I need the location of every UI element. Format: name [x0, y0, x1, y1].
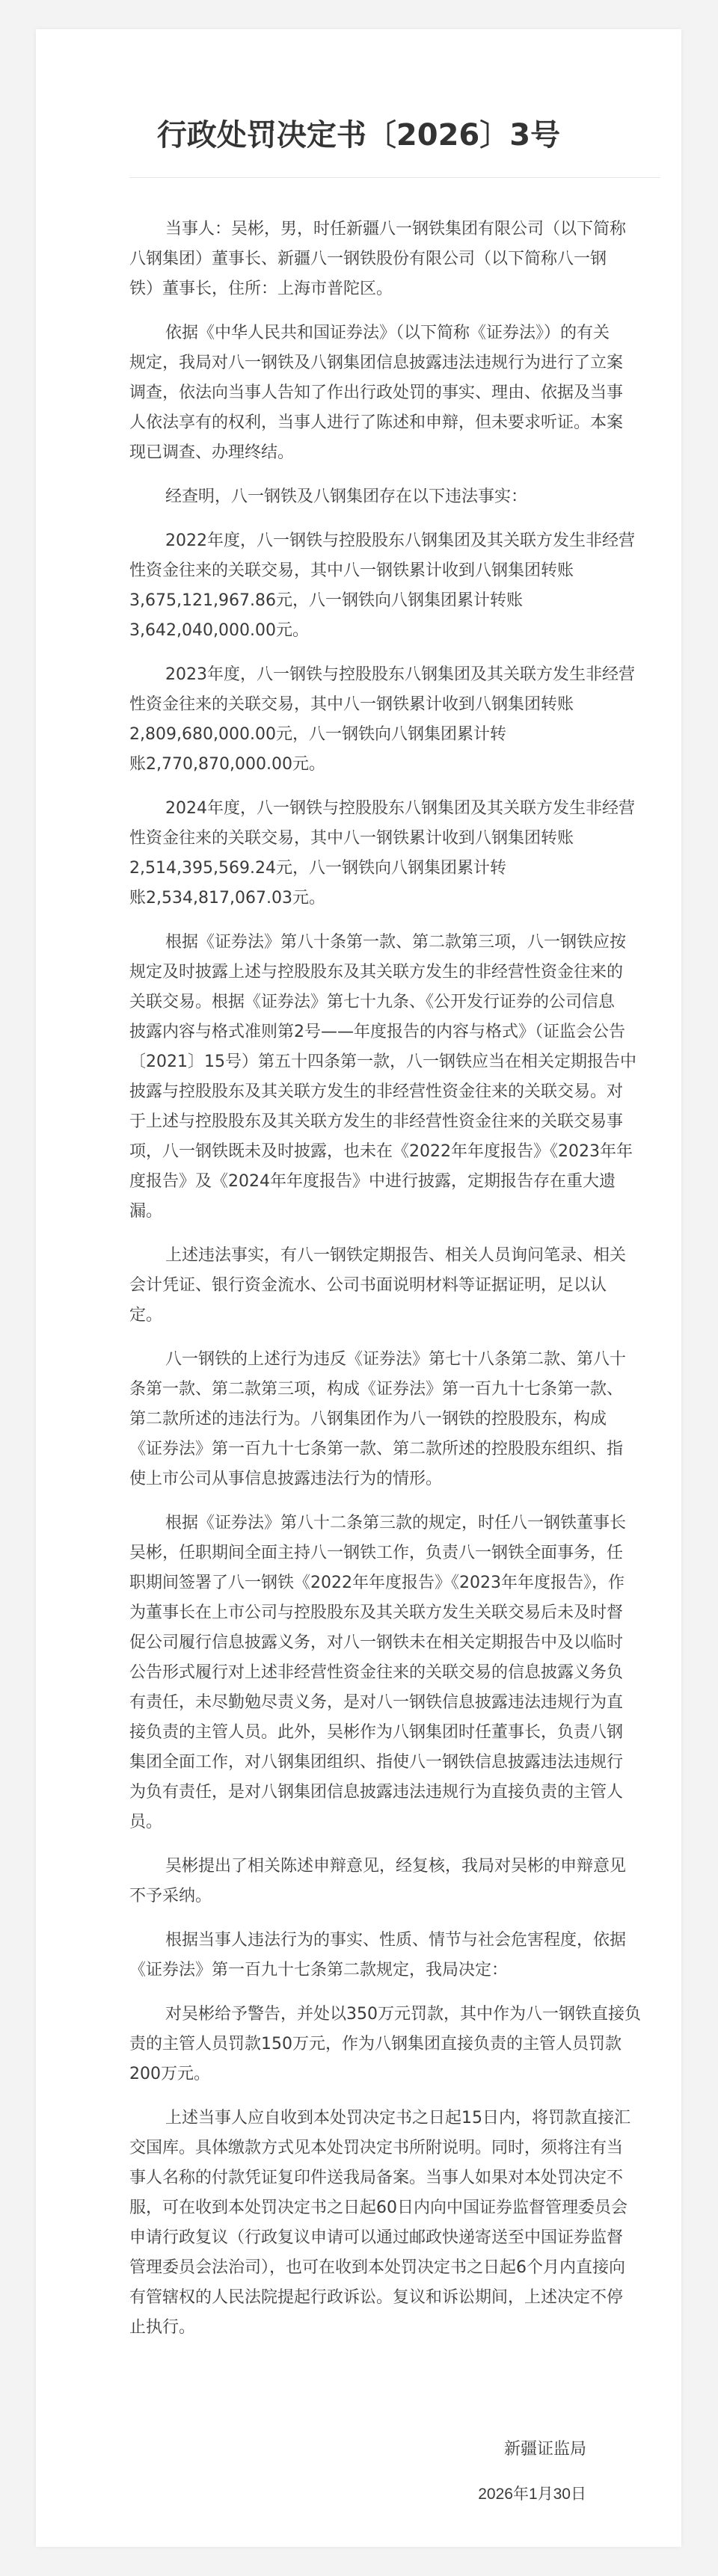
paragraph-line: 吴彬，任职期间全面主持八一钢铁工作，负责八一钢铁全面事务，任	[129, 1544, 624, 1562]
paragraph-line: 经查明，八一钢铁及八钢集团存在以下违法事实：	[165, 487, 528, 506]
paragraph-line: 3,675,121,967.86元，八一钢铁向八钢集团累计转账	[129, 591, 523, 610]
paragraph-line: 八一钢铁的上述行为违反《证券法》第七十八条第二款、第八十	[165, 1350, 627, 1369]
paragraph-line: 根据《证券法》第八十二条第三款的规定，时任八一钢铁董事长	[165, 1514, 627, 1532]
paragraph-line: 会计凭证、银行资金流水、公司书面说明材料等证据证明，足以认	[129, 1276, 607, 1295]
paragraph-line: 200万元。	[129, 2065, 210, 2083]
paragraph-line: 接负责的主管人员。此外，吴彬作为八钢集团时任董事长，负责八钢	[129, 1723, 624, 1742]
paragraph	[129, 1509, 668, 1837]
paragraph	[129, 1926, 668, 1985]
title-divider	[129, 177, 660, 178]
paragraph-line: 性资金往来的关联交易，其中八一钢铁累计收到八钢集团转账	[129, 695, 574, 714]
paragraph	[129, 526, 668, 646]
paragraph-line: 披露内容与格式准则第2号——年度报告的内容与格式》（证监会公告	[129, 1023, 625, 1041]
document-card	[36, 29, 681, 2547]
paragraph-line: 依据《中华人民共和国证券法》（以下简称《证券法》）的有关	[165, 324, 610, 342]
paragraph-line: 调查，依法向当事人告知了作出行政处罚的事实、理由、依据及当事	[129, 383, 624, 402]
paragraph-line: 公告形式履行对上述非经营性资金往来的关联交易的信息披露义务负	[129, 1663, 624, 1682]
paragraph-line: 为负有责任，是对八钢集团信息披露违法违规行为直接负责的主管人	[129, 1783, 624, 1802]
paragraph-line: 促公司履行信息披露义务，对八一钢铁未在相关定期报告中及以临时	[129, 1633, 624, 1652]
issue-date: 2026年1月30日	[478, 2486, 586, 2503]
paragraph-line: 服，可在收到本处罚决定书之日起60日内向中国证券监督管理委员会	[129, 2198, 628, 2217]
paragraph-line: 人依法享有的权利，当事人进行了陈述和申辩，但未要求听证。本案	[129, 413, 624, 432]
paragraph-line: 2,809,680,000.00元，八一钢铁向八钢集团累计转	[129, 725, 506, 744]
paragraph-line: 账2,534,817,067.03元。	[129, 889, 325, 908]
paragraph-line: 吴彬提出了相关陈述申辩意见，经复核，我局对吴彬的申辩意见	[165, 1857, 627, 1876]
paragraph-line: 《证券法》第一百九十七条第一款、第二款所述的控股股东组织、指	[129, 1440, 624, 1458]
paragraph-line: 规定及时披露上述与控股股东及其关联方发生的非经营性资金往来的	[129, 963, 624, 982]
paragraph-line: 职期间签署了八一钢铁《2022年年度报告》《2023年年度报告》，作	[129, 1574, 625, 1592]
paragraph-line: 现已调查、办理终结。	[129, 443, 295, 462]
paragraph-line: 管理委员会法治司），也可在收到本处罚决定书之日起6个月内直接向	[129, 2258, 625, 2277]
paragraph-line: 第二款所述的违法行为。八钢集团作为八一钢铁的控股股东，构成	[129, 1410, 607, 1429]
paragraph-line: 止执行。	[129, 2318, 196, 2337]
paragraph	[129, 482, 668, 512]
paragraph-line: 条第一款、第二款第三项，构成《证券法》第一百九十七条第一款、	[129, 1380, 624, 1399]
paragraph	[129, 1241, 668, 1331]
paragraph	[129, 660, 668, 780]
paragraph-line: 为董事长在上市公司与控股股东及其关联方发生关联交易后未及时督	[129, 1603, 624, 1622]
paragraph-line: 《证券法》第一百九十七条第二款规定，我局决定：	[129, 1961, 509, 1979]
paragraph-line: 规定，我局对八一钢铁及八钢集团信息披露违法违规行为进行了立案	[129, 354, 624, 372]
paragraph-line: 根据当事人违法行为的事实、性质、情节与社会危害程度，依据	[165, 1931, 627, 1950]
paragraph	[129, 794, 668, 913]
paragraph-line: 定。	[129, 1306, 163, 1325]
paragraph-line: 账2,770,870,000.00元。	[129, 755, 325, 774]
paragraph-line: 上述当事人应自收到本处罚决定书之日起15日内，将罚款直接汇	[165, 2109, 630, 2127]
paragraph-line: 2022年度，八一钢铁与控股股东八钢集团及其关联方发生非经营	[165, 531, 635, 550]
paragraph	[129, 1345, 668, 1494]
paragraph-line: 申请行政复议（行政复议申请可以通过邮政快递寄送至中国证券监督	[129, 2228, 624, 2247]
paragraph-line: 2,514,395,569.24元，八一钢铁向八钢集团累计转	[129, 859, 506, 878]
paragraph-line: 责的主管人员罚款150万元，作为八钢集团直接负责的主管人员罚款	[129, 2035, 622, 2053]
paragraph	[129, 928, 668, 1227]
paragraph-line: 漏。	[129, 1202, 163, 1221]
paragraph-line: 上述违法事实，有八一钢铁定期报告、相关人员询问笔录、相关	[165, 1246, 627, 1265]
paragraph	[129, 2000, 668, 2089]
paragraph-line: 度报告》及《2024年年度报告》中进行披露，定期报告存在重大遗	[129, 1172, 616, 1191]
paragraph	[129, 1852, 668, 1911]
paragraph	[129, 318, 668, 468]
paragraph-line: 披露与控股股东及其关联方发生的非经营性资金往来的关联交易。对	[129, 1082, 624, 1101]
paragraph-line: 集团全面工作，对八钢集团组织、指使八一钢铁信息披露违法违规行	[129, 1753, 624, 1772]
paragraph	[129, 215, 668, 304]
paragraph-line: 员。	[129, 1813, 163, 1831]
paragraph-line: 关联交易。根据《证券法》第七十九条、《公开发行证券的公司信息	[129, 993, 616, 1011]
paragraph-line: 使上市公司从事信息披露违法行为的情形。	[129, 1470, 443, 1488]
document-title: 行政处罚决定书〔2026〕3号	[156, 118, 561, 152]
paragraph-line: 性资金往来的关联交易，其中八一钢铁累计收到八钢集团转账	[129, 829, 574, 848]
paragraph-line: 〔2021〕15号）第五十四条第一款，八一钢铁应当在相关定期报告中	[129, 1053, 636, 1071]
paragraph-line: 当事人：吴彬，男，时任新疆八一钢铁集团有限公司（以下简称	[165, 220, 627, 238]
paragraph-line: 有管辖权的人民法院提起行政诉讼。复议和诉讼期间，上述决定不停	[129, 2288, 624, 2307]
paragraph-line: 有责任，未尽勤勉尽责义务，是对八一钢铁信息披露违法违规行为直	[129, 1693, 624, 1712]
paragraph-line: 项，八一钢铁既未及时披露，也未在《2022年年度报告》《2023年年	[129, 1142, 633, 1161]
paragraph-line: 铁）董事长，住所：上海市普陀区。	[129, 280, 393, 298]
paragraph-line: 八钢集团）董事长、新疆八一钢铁股份有限公司（以下简称八一钢	[129, 250, 607, 268]
paragraph-line: 2024年度，八一钢铁与控股股东八钢集团及其关联方发生非经营	[165, 799, 635, 818]
paragraph-line: 不予采纳。	[129, 1887, 212, 1905]
paragraph-line: 于上述与控股股东及其关联方发生的非经营性资金往来的关联交易事	[129, 1112, 624, 1131]
paragraph-line: 根据《证券法》第八十条第一款、第二款第三项，八一钢铁应按	[165, 933, 627, 952]
paragraph-line: 3,642,040,000.00元。	[129, 621, 309, 640]
paragraph	[129, 2104, 668, 2343]
document-body	[129, 215, 668, 2357]
paragraph-line: 对吴彬给予警告，并处以350万元罚款，其中作为八一钢铁直接负	[165, 2005, 641, 2024]
issuing-authority: 新疆证监局	[503, 2440, 586, 2459]
paragraph-line: 2023年度，八一钢铁与控股股东八钢集团及其关联方发生非经营	[165, 665, 635, 684]
paragraph-line: 交国库。具体缴款方式见本处罚决定书所附说明。同时，须将注有当	[129, 2139, 624, 2157]
paragraph-line: 事人名称的付款凭证复印件送我局备案。当事人如果对本处罚决定不	[129, 2169, 624, 2187]
paragraph-line: 性资金往来的关联交易，其中八一钢铁累计收到八钢集团转账	[129, 561, 574, 580]
